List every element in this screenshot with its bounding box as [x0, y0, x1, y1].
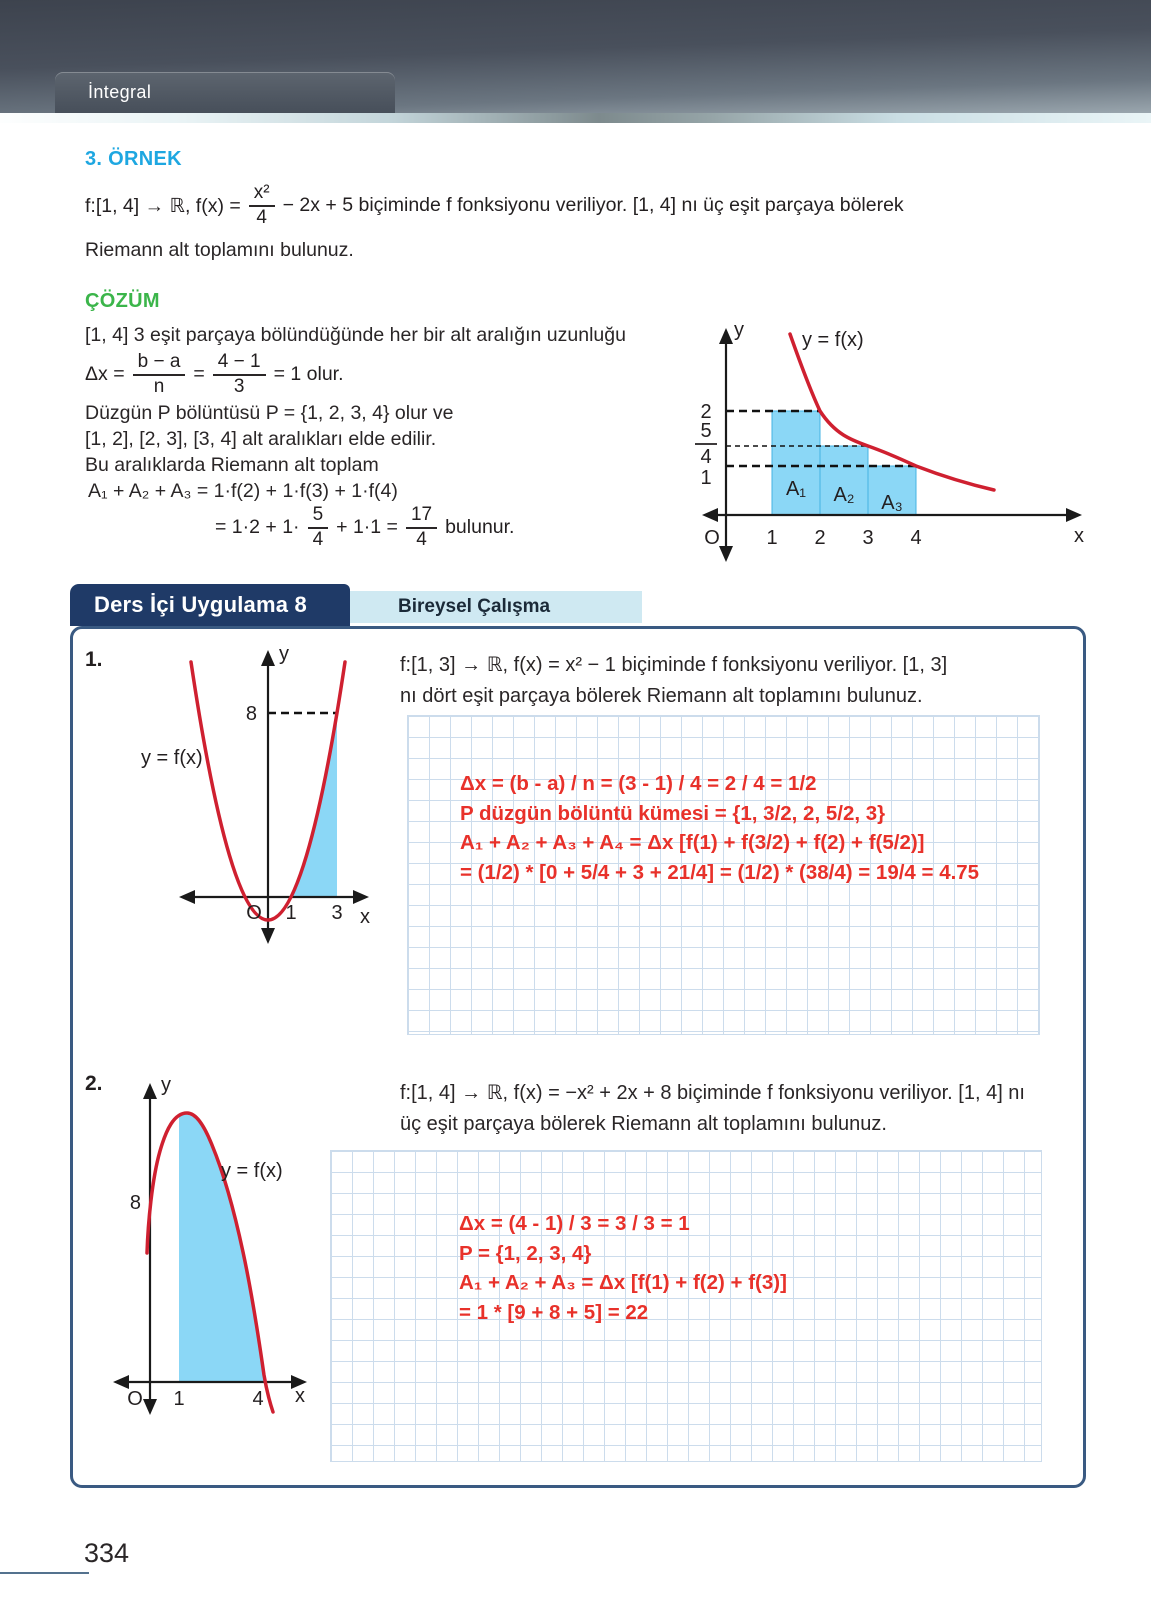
x-tick-4: 4 — [252, 1388, 264, 1410]
area-label-a2: A₂ — [833, 484, 855, 506]
x-axis-label: x — [1074, 525, 1084, 547]
example-heading: 3. ÖRNEK — [85, 148, 182, 170]
page-header — [0, 0, 1151, 113]
solution-step: A₁ + A₂ + A₃ = Δx [f(1) + f(2) + f(3)] — [459, 1271, 787, 1294]
problem1-handwritten-solution — [460, 769, 979, 887]
x-tick-3: 3 — [862, 527, 874, 549]
fraction-numerator: 5 — [308, 505, 329, 529]
fraction-denominator: 4 — [312, 528, 324, 550]
y-axis-down-arrow-icon — [261, 928, 275, 944]
y-tick-frac-den: 4 — [700, 446, 712, 468]
result-mid: + 1·1 = — [336, 516, 398, 539]
result-pre: = 1·2 + 1· — [215, 516, 300, 539]
solution-result-equation — [215, 505, 514, 550]
solution-step: P = {1, 2, 3, 4} — [459, 1241, 592, 1265]
fraction-denominator: n — [153, 375, 165, 397]
y-axis-up-arrow-icon — [719, 328, 733, 344]
problem1-number: 1. — [85, 648, 103, 671]
problem1-grid-paper — [407, 715, 1040, 1035]
curve-label: y = f(x) — [802, 329, 864, 351]
fraction-17-over-4 — [406, 505, 437, 550]
x-tick-1: 1 — [766, 527, 778, 549]
solution-riemann-sum: A₁ + A₂ + A₃ = 1·f(2) + 1·f(3) + 1·f(4) — [88, 480, 398, 502]
chapter-title: İntegral — [88, 82, 152, 102]
y-axis-up-arrow-icon — [261, 650, 275, 666]
fraction-x2-over-4 — [249, 183, 275, 228]
solution-step: = (1/2) * [0 + 5/4 + 3 + 21/4] = (1/2) * (38/4) = 19/4 = 4.75 — [460, 860, 980, 884]
example-formula-pre: f:[1, 4] → ℝ, f(x) = — [85, 194, 241, 217]
fraction-5-over-4 — [308, 505, 329, 550]
worksheet-title: Ders İçi Uygulama 8 — [94, 592, 307, 617]
solution-step: = 1 * [9 + 8 + 5] = 22 — [459, 1300, 649, 1324]
problem1-statement-line1: f:[1, 3] → ℝ, f(x) = x² − 1 biçiminde f fonksiyonu veriliyor. [1, 3] — [400, 654, 948, 676]
y-axis-down-arrow-icon — [719, 546, 733, 562]
equals-sign: = — [193, 363, 205, 386]
x-axis-label: x — [360, 906, 370, 928]
problem2-handwritten-solution — [459, 1209, 787, 1327]
curve-label: y = f(x) — [141, 747, 203, 769]
y-axis-label: y — [279, 643, 289, 665]
x-axis-label: x — [295, 1385, 305, 1407]
x-axis-right-arrow-icon — [353, 890, 369, 904]
dx-lhs: Δx = — [85, 363, 125, 386]
result-post: bulunur. — [445, 516, 515, 539]
fraction-numerator: 4 − 1 — [213, 352, 266, 376]
solution-line2: Düzgün P bölüntüsü P = {1, 2, 3, 4} olur ve — [85, 402, 454, 424]
problem2-statement-line1: f:[1, 4] → ℝ, f(x) = −x² + 2x + 8 biçiminde f fonksiyonu veriliyor. [1, 4] nı — [400, 1082, 1025, 1104]
example-statement-line2: Riemann alt toplamını bulunuz. — [85, 239, 354, 261]
fraction-numerator: 17 — [406, 505, 437, 529]
x-tick-3: 3 — [331, 902, 343, 924]
x-axis-right-arrow-icon — [1066, 508, 1082, 522]
x-axis-left-arrow-icon — [113, 1375, 129, 1389]
fraction-numerator: b − a — [133, 352, 186, 376]
curve-label: y = f(x) — [221, 1160, 283, 1182]
shaded-area — [291, 713, 337, 897]
chapter-tab — [55, 72, 395, 113]
y-tick-8: 8 — [129, 1192, 141, 1214]
problem1-statement — [400, 650, 1050, 712]
fraction-b-minus-a-over-n — [133, 352, 186, 397]
solution-step: Δx = (4 - 1) / 3 = 3 / 3 = 1 — [459, 1212, 690, 1235]
shaded-area — [179, 1114, 265, 1382]
x-axis-left-arrow-icon — [702, 508, 718, 522]
worksheet-subtitle-band — [350, 591, 642, 623]
example-riemann-graph — [690, 318, 1100, 568]
origin-label: O — [246, 902, 262, 924]
worksheet-title-tab — [70, 584, 350, 626]
solution-line1: [1, 4] 3 eşit parçaya bölündüğünde her bir alt aralığın uzunluğu — [85, 324, 626, 346]
problem1-graph — [95, 640, 405, 955]
fraction-denominator: 4 — [416, 528, 427, 550]
fraction-4-minus-1-over-3 — [213, 352, 266, 397]
header-accent-strip — [0, 113, 1151, 123]
solution-step: A₁ + A₂ + A₃ + A₄ = Δx [f(1) + f(3/2) + f(2) + f(5/2)] — [460, 831, 925, 854]
y-axis-up-arrow-icon — [143, 1083, 157, 1099]
solution-step: Δx = (b - a) / n = (3 - 1) / 4 = 2 / 4 = 1/2 — [460, 772, 817, 795]
footer-rule — [0, 1572, 89, 1574]
page-number: 334 — [84, 1538, 130, 1568]
y-tick-frac-num: 5 — [700, 420, 712, 442]
fraction-denominator: 4 — [256, 206, 267, 228]
solution-line3: [1, 2], [2, 3], [3, 4] alt aralıkları elde edilir. — [85, 428, 437, 450]
y-tick-2: 2 — [700, 401, 712, 423]
x-tick-4: 4 — [910, 527, 922, 549]
solution-line4: Bu aralıklarda Riemann alt toplam — [85, 454, 379, 476]
fraction-denominator: 3 — [233, 375, 245, 397]
y-axis-down-arrow-icon — [143, 1399, 157, 1415]
solution-heading: ÇÖZÜM — [85, 290, 160, 312]
example-statement-line1 — [85, 183, 904, 228]
problem1-statement-line2: nı dört eşit parçaya bölerek Riemann alt toplamını bulunuz. — [400, 685, 923, 707]
area-label-a1: A₁ — [785, 478, 807, 500]
y-tick-8: 8 — [245, 703, 257, 725]
worksheet-subtitle: Bireysel Çalışma — [398, 596, 551, 617]
dx-result: = 1 olur. — [273, 363, 344, 386]
x-tick-2: 2 — [814, 527, 826, 549]
y-tick-1: 1 — [700, 467, 712, 489]
fraction-numerator: x² — [249, 183, 275, 207]
x-tick-1: 1 — [285, 902, 297, 924]
x-axis-left-arrow-icon — [179, 890, 195, 904]
solution-delta-x-equation — [85, 352, 344, 397]
solution-step: P düzgün bölüntü kümesi = {1, 3/2, 2, 5/2, 3} — [460, 801, 886, 825]
origin-label: O — [127, 1388, 143, 1410]
y-axis-label: y — [161, 1074, 171, 1096]
example-formula-post: − 2x + 5 biçiminde f fonksiyonu veriliyor. [1, 4] nı üç eşit parçaya bölerek — [282, 194, 904, 217]
origin-label: O — [704, 527, 720, 549]
area-label-a3: A₃ — [881, 492, 903, 514]
problem2-grid-paper — [330, 1150, 1042, 1462]
problem2-statement — [400, 1078, 1060, 1140]
x-tick-1: 1 — [173, 1388, 185, 1410]
problem2-number: 2. — [85, 1072, 103, 1095]
problem2-statement-line2: üç eşit parçaya bölerek Riemann alt toplamını bulunuz. — [400, 1113, 887, 1135]
y-axis-label: y — [734, 319, 744, 341]
